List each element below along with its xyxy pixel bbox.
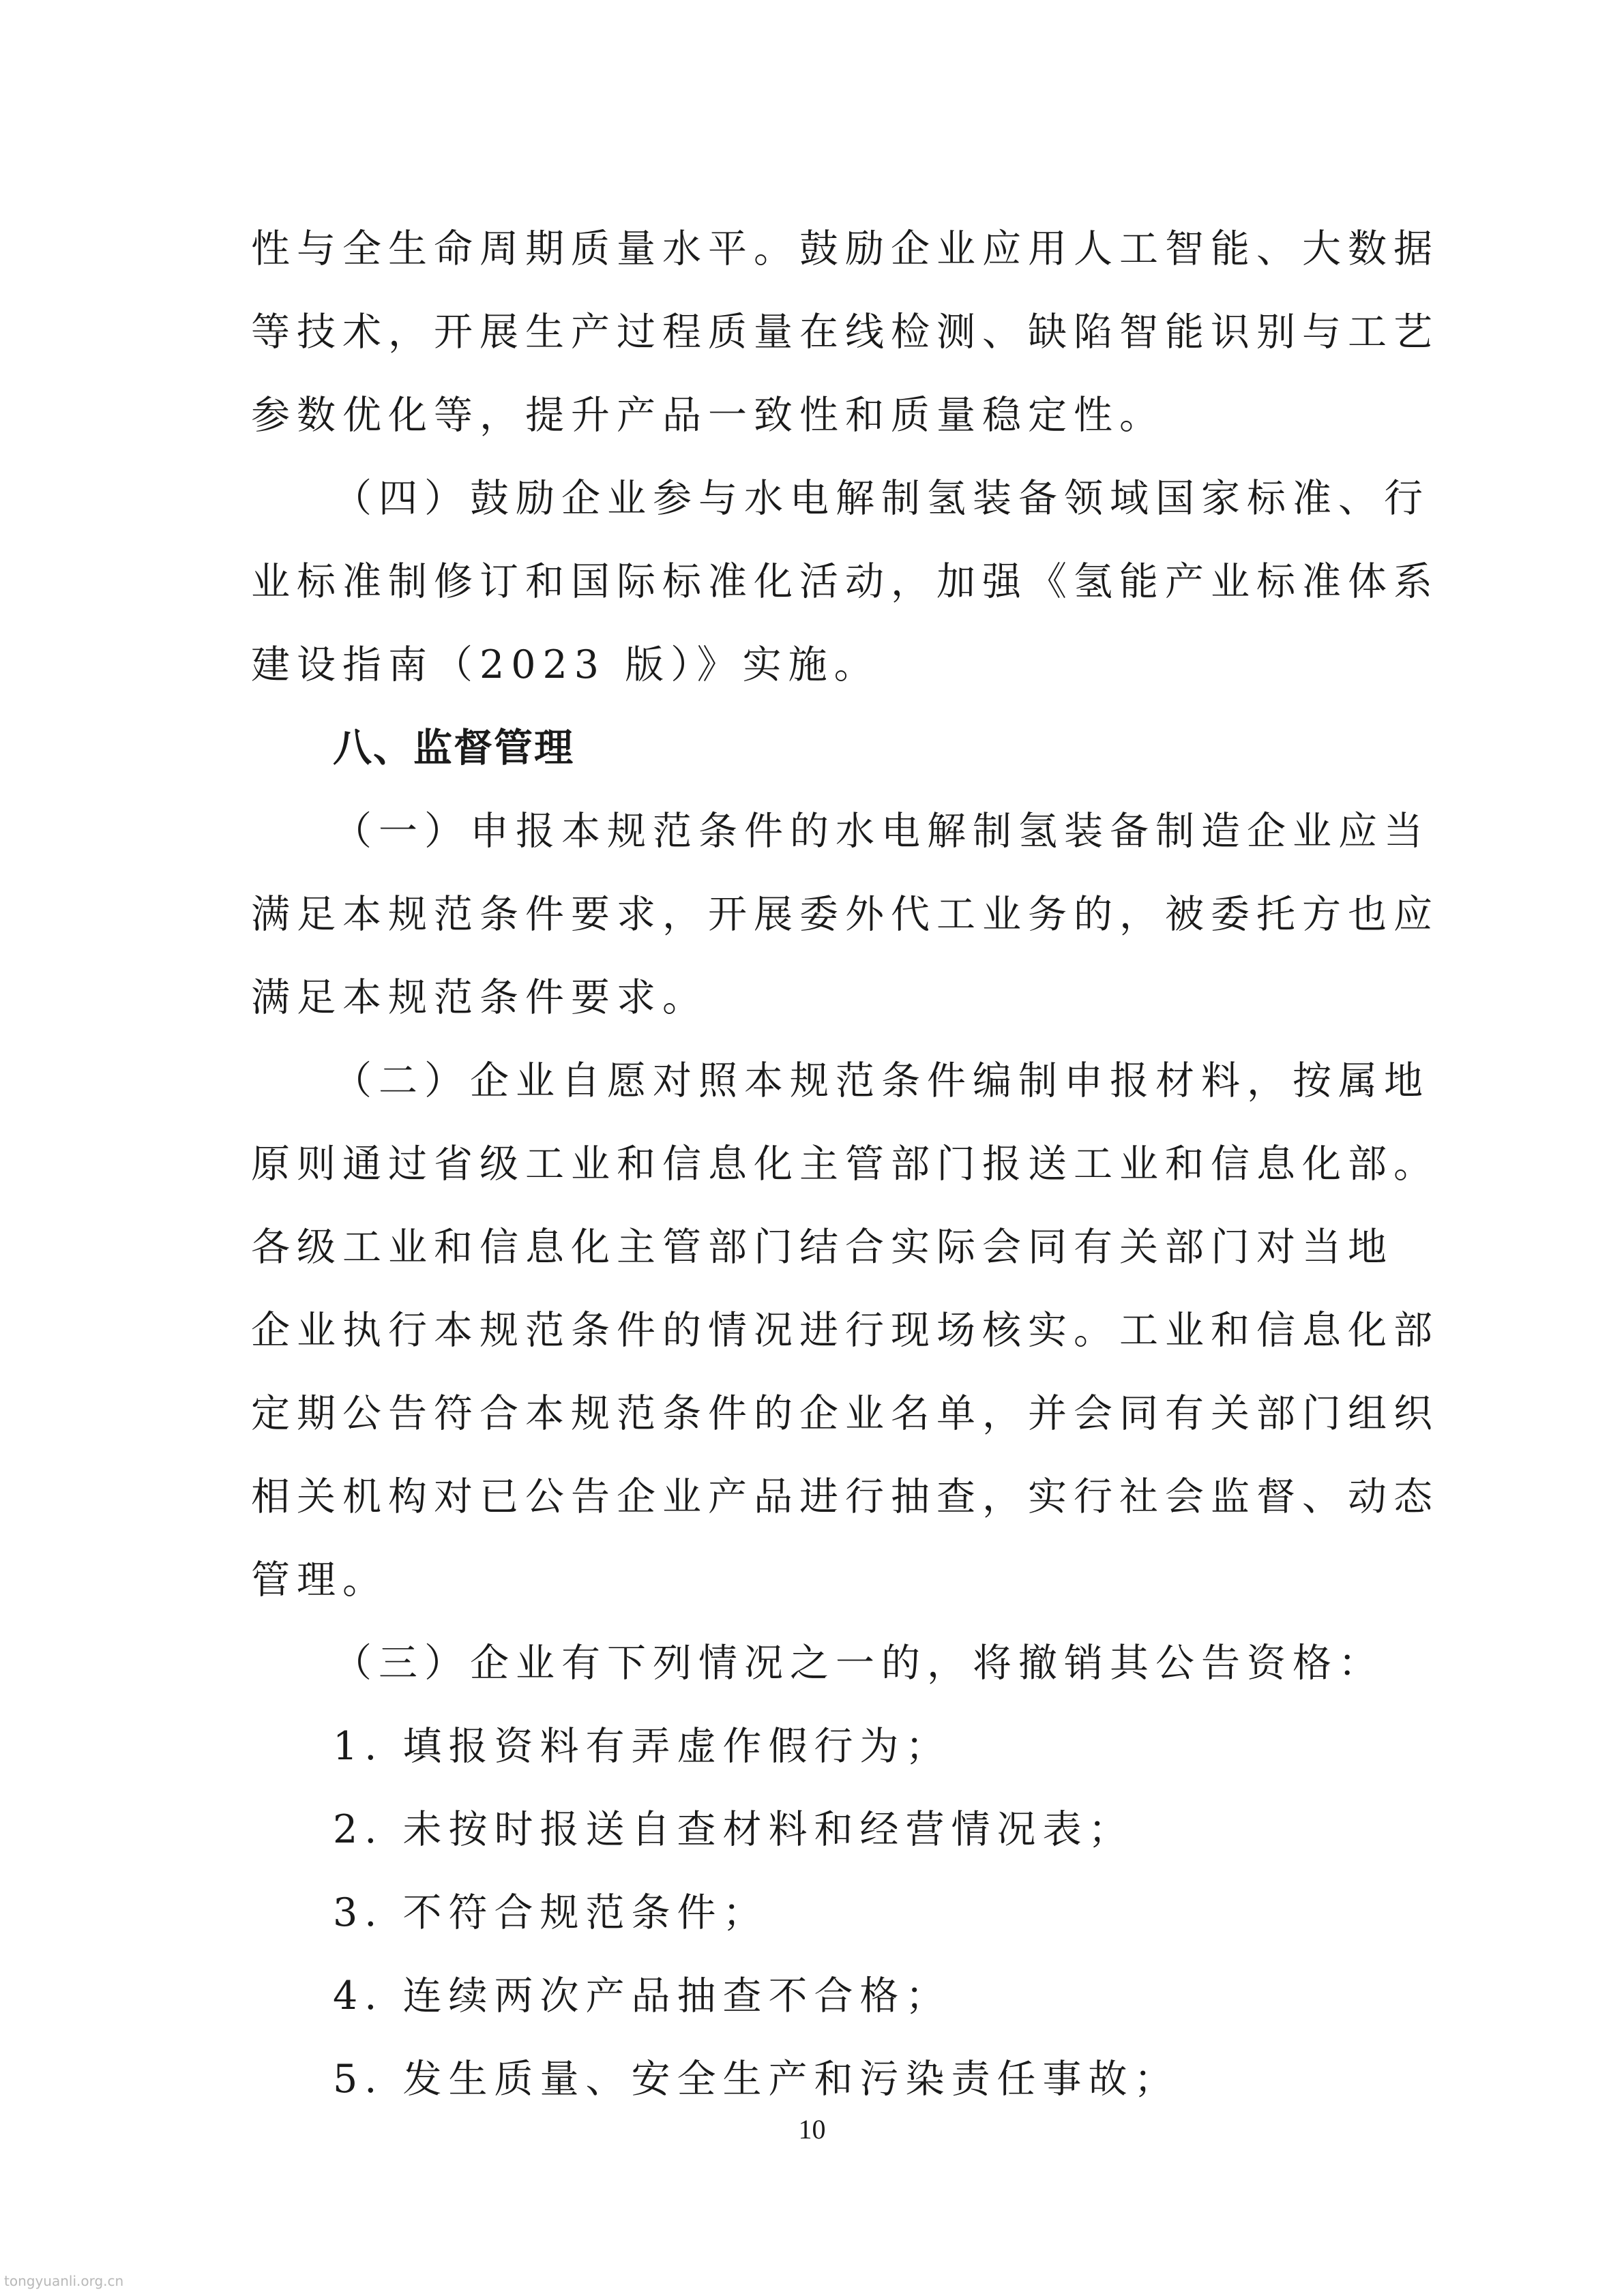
- body-text-line: 相关机构对已公告企业产品进行抽查，实行社会监督、动态: [251, 1474, 1439, 1519]
- body-text-line: 业标准制修订和国际标准化活动，加强《氢能产业标准体系: [251, 559, 1439, 604]
- body-text-line: 定期公告符合本规范条件的企业名单，并会同有关部门组织: [251, 1391, 1439, 1436]
- body-text-line: 性与全生命周期质量水平。鼓励企业应用人工智能、大数据: [251, 226, 1439, 271]
- body-text-line: 满足本规范条件要求，开展委外代工业务的，被委托方也应: [251, 892, 1439, 937]
- body-text-line: 原则通过省级工业和信息化主管部门报送工业和信息化部。: [251, 1142, 1439, 1187]
- body-text-line: 满足本规范条件要求。: [251, 975, 708, 1020]
- body-text-line: 各级工业和信息化主管部门结合实际会同有关部门对当地: [251, 1225, 1393, 1270]
- section-heading-supervision: 八、监督管理: [333, 726, 574, 771]
- paragraph-item-2: （二）企业自愿对照本规范条件编制申报材料，按属地: [333, 1058, 1430, 1103]
- list-item: 5. 发生质量、安全生产和污染责任事故；: [333, 2057, 1180, 2102]
- paragraph-item-4: （四）鼓励企业参与水电解制氢装备领域国家标准、行: [333, 476, 1430, 521]
- body-text-line: 建设指南（2023 版）》实施。: [251, 642, 880, 687]
- body-text-line: 企业执行本规范条件的情况进行现场核实。工业和信息化部: [251, 1308, 1439, 1353]
- body-text-line: 管理。: [251, 1557, 388, 1602]
- list-item: 2. 未按时报送自查材料和经营情况表；: [333, 1807, 1134, 1852]
- watermark: tongyuanli.org.cn: [4, 2273, 124, 2289]
- paragraph-item-3: （三）企业有下列情况之一的，将撤销其公告资格：: [333, 1641, 1384, 1686]
- list-item: 3. 不符合规范条件；: [333, 1890, 769, 1935]
- page-number: 10: [798, 2114, 826, 2145]
- body-text-line: 等技术，开展生产过程质量在线检测、缺陷智能识别与工艺: [251, 310, 1439, 355]
- list-item: 4. 连续两次产品抽查不合格；: [333, 1973, 951, 2018]
- list-item: 1. 填报资料有弄虚作假行为；: [333, 1724, 951, 1769]
- body-text-line: 参数优化等，提升产品一致性和质量稳定性。: [251, 393, 1165, 438]
- paragraph-item-1: （一）申报本规范条件的水电解制氢装备制造企业应当: [333, 809, 1430, 854]
